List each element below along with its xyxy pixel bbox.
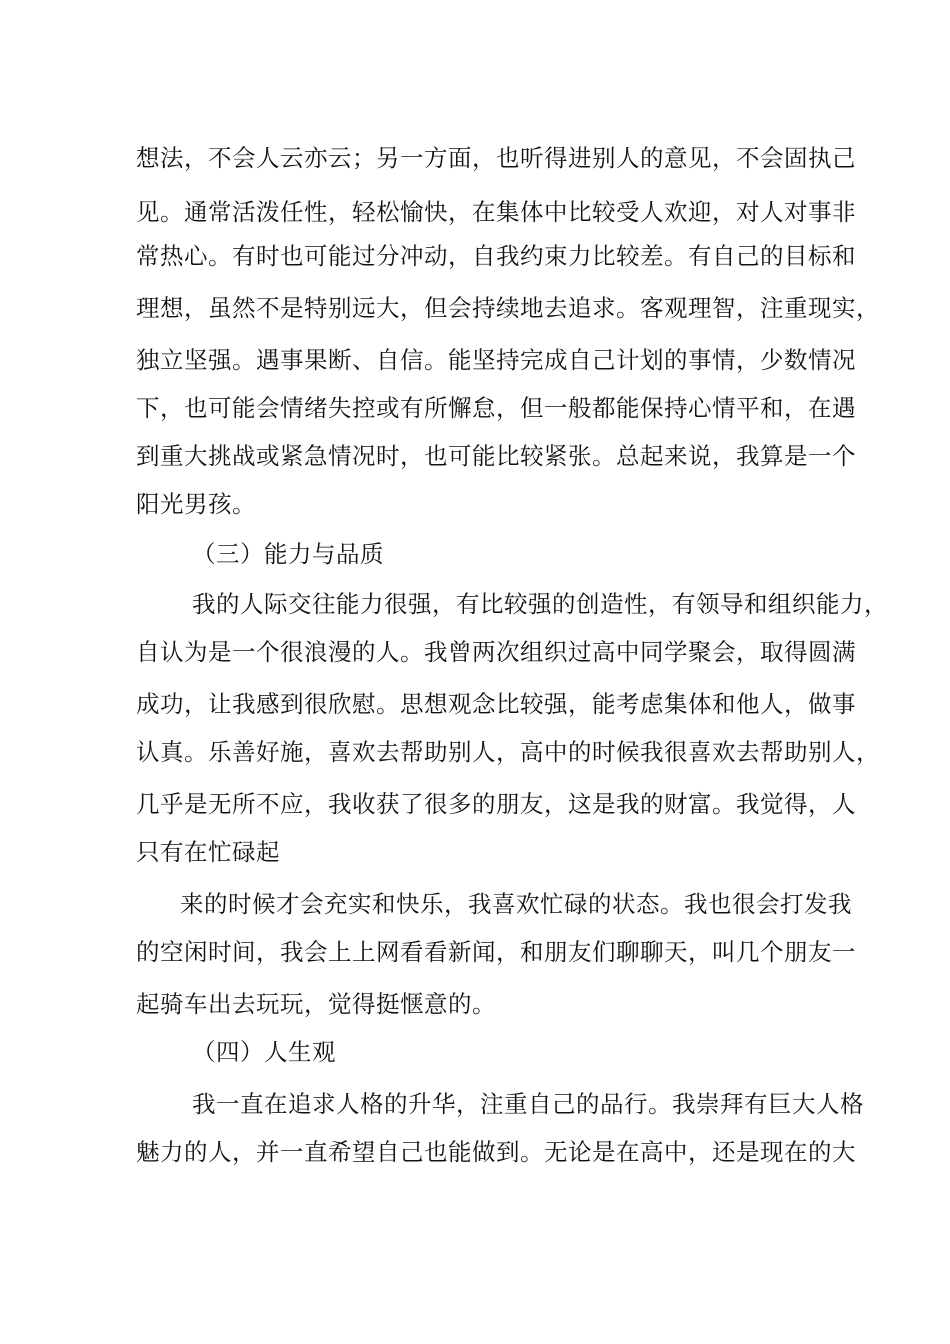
- text-line: 自认为是一个很浪漫的人。我曾两次组织过高中同学聚会，取得圆满: [136, 638, 856, 666]
- text-line: 魅力的人，并一直希望自己也能做到。无论是在高中，还是现在的大: [136, 1138, 856, 1166]
- text-line: 的空闲时间，我会上上网看看新闻，和朋友们聊聊天，叫几个朋友一: [136, 938, 856, 966]
- text-line: 下，也可能会情绪失控或有所懈怠，但一般都能保持心情平和，在遇: [136, 394, 856, 422]
- text-line: 独立坚强。遇事果断、自信。能坚持完成自己计划的事情，少数情况: [136, 346, 856, 374]
- text-line: 到重大挑战或紧急情况时，也可能比较紧张。总起来说，我算是一个: [136, 442, 856, 470]
- paragraph-first-line: 我一直在追求人格的升华，注重自己的品行。我崇拜有巨大人格: [192, 1090, 864, 1118]
- text-line: 理想，虽然不是特别远大，但会持续地去追求。客观理智，注重现实，: [136, 294, 880, 322]
- text-line: 成功，让我感到很欣慰。思想观念比较强，能考虑集体和他人，做事: [136, 690, 856, 718]
- section-heading: （三）能力与品质: [192, 540, 384, 568]
- text-line: 见。通常活泼任性，轻松愉快，在集体中比较受人欢迎，对人对事非: [136, 198, 856, 226]
- text-line: 几乎是无所不应，我收获了很多的朋友，这是我的财富。我觉得，人: [136, 790, 856, 818]
- text-line: 想法，不会人云亦云；另一方面，也听得进别人的意见，不会固执己: [136, 144, 856, 172]
- text-line: 认真。乐善好施，喜欢去帮助别人，高中的时候我很喜欢去帮助别人，: [136, 738, 880, 766]
- text-line: 只有在忙碌起: [136, 838, 280, 866]
- text-line: 起骑车出去玩玩，觉得挺惬意的。: [136, 990, 496, 1018]
- paragraph-first-line: 我的人际交往能力很强，有比较强的创造性，有领导和组织能力，: [192, 590, 888, 618]
- paragraph-first-line: 来的时候才会充实和快乐，我喜欢忙碌的状态。我也很会打发我: [180, 890, 852, 918]
- text-line: 常热心。有时也可能过分冲动，自我约束力比较差。有自己的目标和: [136, 242, 856, 270]
- section-heading: （四）人生观: [192, 1038, 336, 1066]
- text-line: 阳光男孩。: [136, 490, 256, 518]
